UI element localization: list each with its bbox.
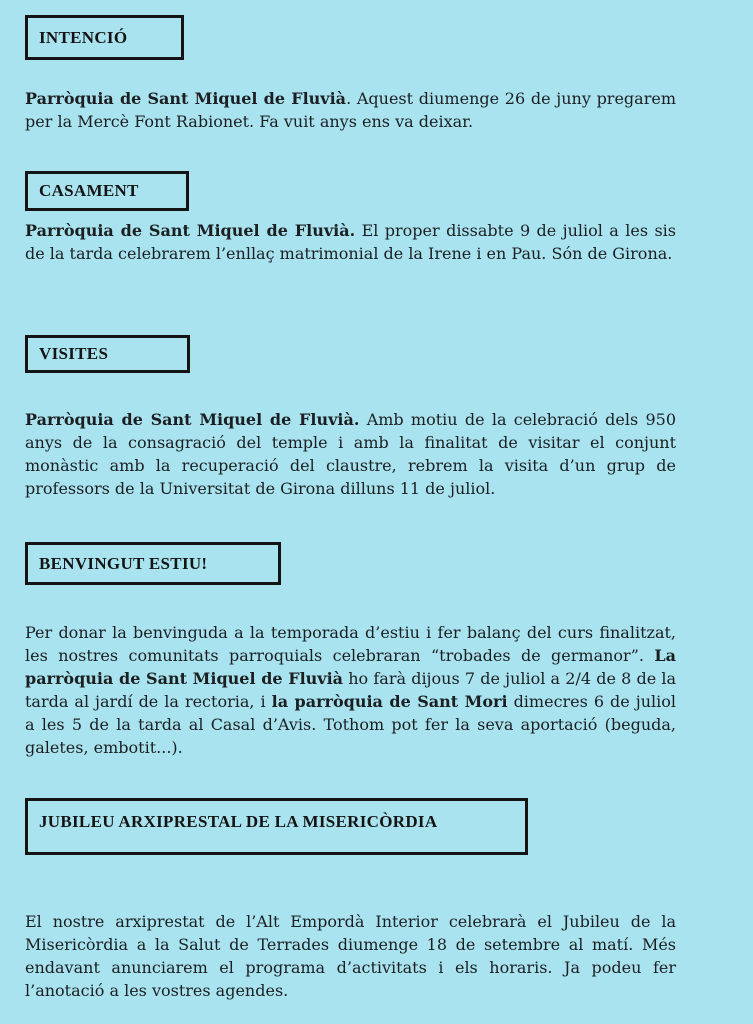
parish-name-bold: La parròquia de Sant Miquel de Fluvià [25,646,676,688]
parish-name-bold: Parròquia de Sant Miquel de Fluvià [25,89,347,108]
parish-name-bold: Parròquia de Sant Miquel de Fluvià. [25,410,360,429]
paragraph-text: dimecres 6 de juliol a les 5 de la tarda al Casal d’Avis. Tothom pot fer la seva aportació (beguda, galetes, embotit...). [25,692,677,757]
section-paragraph-casament [25,219,676,265]
section-heading-visites [25,335,190,373]
section-heading-intencio [25,15,184,60]
paragraph-text: . Aquest diumenge 26 de juny pregarem per la Mercè Font Rabionet. Fa vuit anys ens va deixar. [25,89,676,131]
section-heading-label: CASAMENT [39,181,139,200]
section-heading-label: INTENCIÓ [39,27,128,47]
section-paragraph-intencio [25,87,676,133]
paragraph-text: El nostre arxiprestat de l’Alt Empordà Interior celebrarà el Jubileu de la Misericòrdia a la Salut de Terrades diumenge 18 de setembre al matí. Més endavant anunciarem el programa d’activitats i els horaris. Ja podeu fer l’anotació a les vostres agendes. [25,912,676,1000]
paragraph-text: Per donar la benvinguda a la temporada d’estiu i fer balanç del curs finalitzat, les nostres comunitats parroquials celebraran “trobades de germanor”. [25,623,676,665]
section-heading-jubileu [25,798,528,855]
paragraph-text: ho farà dijous 7 de juliol a 2/4 de 8 de la tarda al jardí de la rectoria, i [25,669,677,711]
section-heading-label: JUBILEU ARXIPRESTAL DE LA MISERICÒRDIA [39,812,438,831]
section-heading-benvingut-estiu [25,542,281,585]
parish-name-bold: Parròquia de Sant Miquel de Fluvià. [25,221,356,240]
section-heading-label: VISITES [39,344,109,363]
section-paragraph-jubileu [25,910,676,1002]
paragraph-text: El proper dissabte 9 de juliol a les sis de la tarda celebrarem l’enllaç matrimonial de la Irene i en Pau. Són de Girona. [25,221,677,263]
section-heading-casament [25,171,189,211]
section-heading-label: BENVINGUT ESTIU! [39,553,208,573]
section-paragraph-visites [25,408,676,500]
parish-name-bold: la parròquia de Sant Mori [271,692,508,711]
section-paragraph-benvingut-estiu [25,621,676,759]
paragraph-text: Amb motiu de la celebració dels 950 anys de la consagració del temple i amb la finalitat de visitar el conjunt monàstic amb la recuperació del claustre, rebrem la visita d’un grup de professors de la Universitat de Girona dilluns 11 de juliol. [25,410,677,498]
